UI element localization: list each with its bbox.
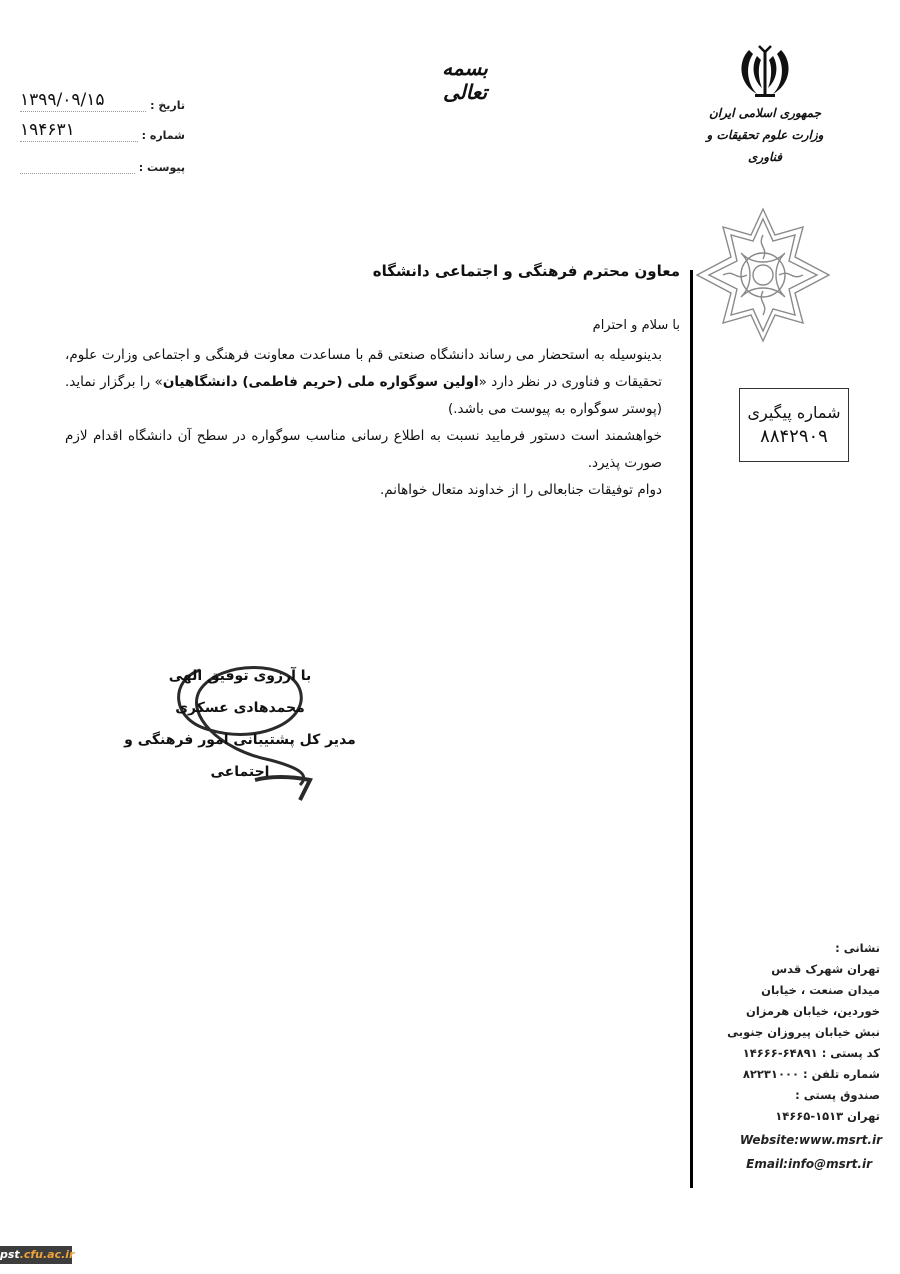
ornament-icon xyxy=(693,205,833,345)
letter-body xyxy=(65,342,680,504)
signature-block xyxy=(100,660,380,788)
watermark-prefix: pst xyxy=(0,1248,20,1261)
date-label: تاریخ : xyxy=(150,99,185,112)
address-line: نبش خیابان پیروزان جنوبی xyxy=(727,1025,880,1039)
paragraph-event-intro: بدینوسیله به استحضار می رساند دانشگاه صنعتی قم با مساعدت معاونت فرهنگی و اجتماعی وزارت علوم، تحقیقات و فناوری در نظر دارد « xyxy=(65,347,662,390)
paragraph-event xyxy=(65,342,680,423)
number-value: ۱۹۴۶۳۱ xyxy=(20,119,138,142)
issuer-country: جمهوری اسلامی ایران xyxy=(708,106,822,120)
signatory-name: محمدهادی عسکری xyxy=(175,700,305,716)
signatory-title: مدیر کل پشتیبانی امور فرهنگی و اجتماعی xyxy=(124,732,356,780)
email-link[interactable]: Email:info@msrt.ir xyxy=(746,1157,872,1171)
address-line: تهران شهرک قدس xyxy=(771,962,880,976)
tracking-number: ۸۸۴۲۹۰۹ xyxy=(760,426,828,447)
number-label: شماره : xyxy=(141,129,185,142)
recipient-heading: معاون محترم فرهنگی و اجتماعی دانشگاه xyxy=(372,262,680,280)
tracking-label: شماره پیگیری xyxy=(747,403,841,422)
issuer-ministry: وزارت علوم تحقیقات و فناوری xyxy=(706,128,824,164)
website-link[interactable]: Website:www.msrt.ir xyxy=(739,1133,882,1147)
source-watermark xyxy=(0,1246,75,1264)
address-line: میدان صنعت ، خیابان xyxy=(761,983,880,997)
date-field xyxy=(20,90,185,112)
postal-code: کد پستی : ۶۴۸۹۱-۱۴۶۶۶ xyxy=(742,1046,880,1060)
signature-wish: با آرزوی توفیق الهی xyxy=(168,668,312,684)
phone-number: شماره تلفن : ۸۲۲۳۱۰۰۰ xyxy=(742,1067,880,1081)
number-field xyxy=(20,120,185,142)
date-value: ۱۳۹۹/۰۹/۱۵ xyxy=(20,89,146,112)
paragraph-request: خواهشمند است دستور فرمایید نسبت به اطلاع رسانی مناسب سوگواره در سطح آن دانشگاه اقدام لازم صورت پذیرد. xyxy=(65,428,662,471)
address-heading: نشانی : xyxy=(835,941,880,955)
invocation-heading: بسمه تعالی xyxy=(442,56,488,104)
attachment-value xyxy=(20,151,135,174)
greeting: با سلام و احترام xyxy=(592,318,680,333)
event-title: اولین سوگواره ملی (حریم فاطمی) دانشگاهیان xyxy=(162,374,479,390)
attachment-label: پیوست : xyxy=(138,161,185,174)
attachment-field xyxy=(20,152,185,174)
margin-divider xyxy=(690,270,693,1188)
paragraph-event-end: » را برگزار نماید. (پوستر سوگواره به پیوست می باشد.) xyxy=(65,374,662,417)
address-line: خوردین، خیابان هرمزان xyxy=(746,1004,880,1018)
address-block xyxy=(712,938,880,1127)
po-box-label: صندوق پستی : xyxy=(795,1088,880,1102)
iran-emblem-icon xyxy=(735,40,795,100)
paragraph-closing: دوام توفیقات جنابعالی را از خداوند متعال خواهانم. xyxy=(379,482,662,498)
tracking-number-box xyxy=(739,388,849,462)
issuer-block xyxy=(690,102,840,168)
po-box-value: تهران ۱۵۱۳-۱۴۶۶۵ xyxy=(775,1109,880,1123)
watermark-domain: .cfu.ac.ir xyxy=(19,1248,75,1261)
